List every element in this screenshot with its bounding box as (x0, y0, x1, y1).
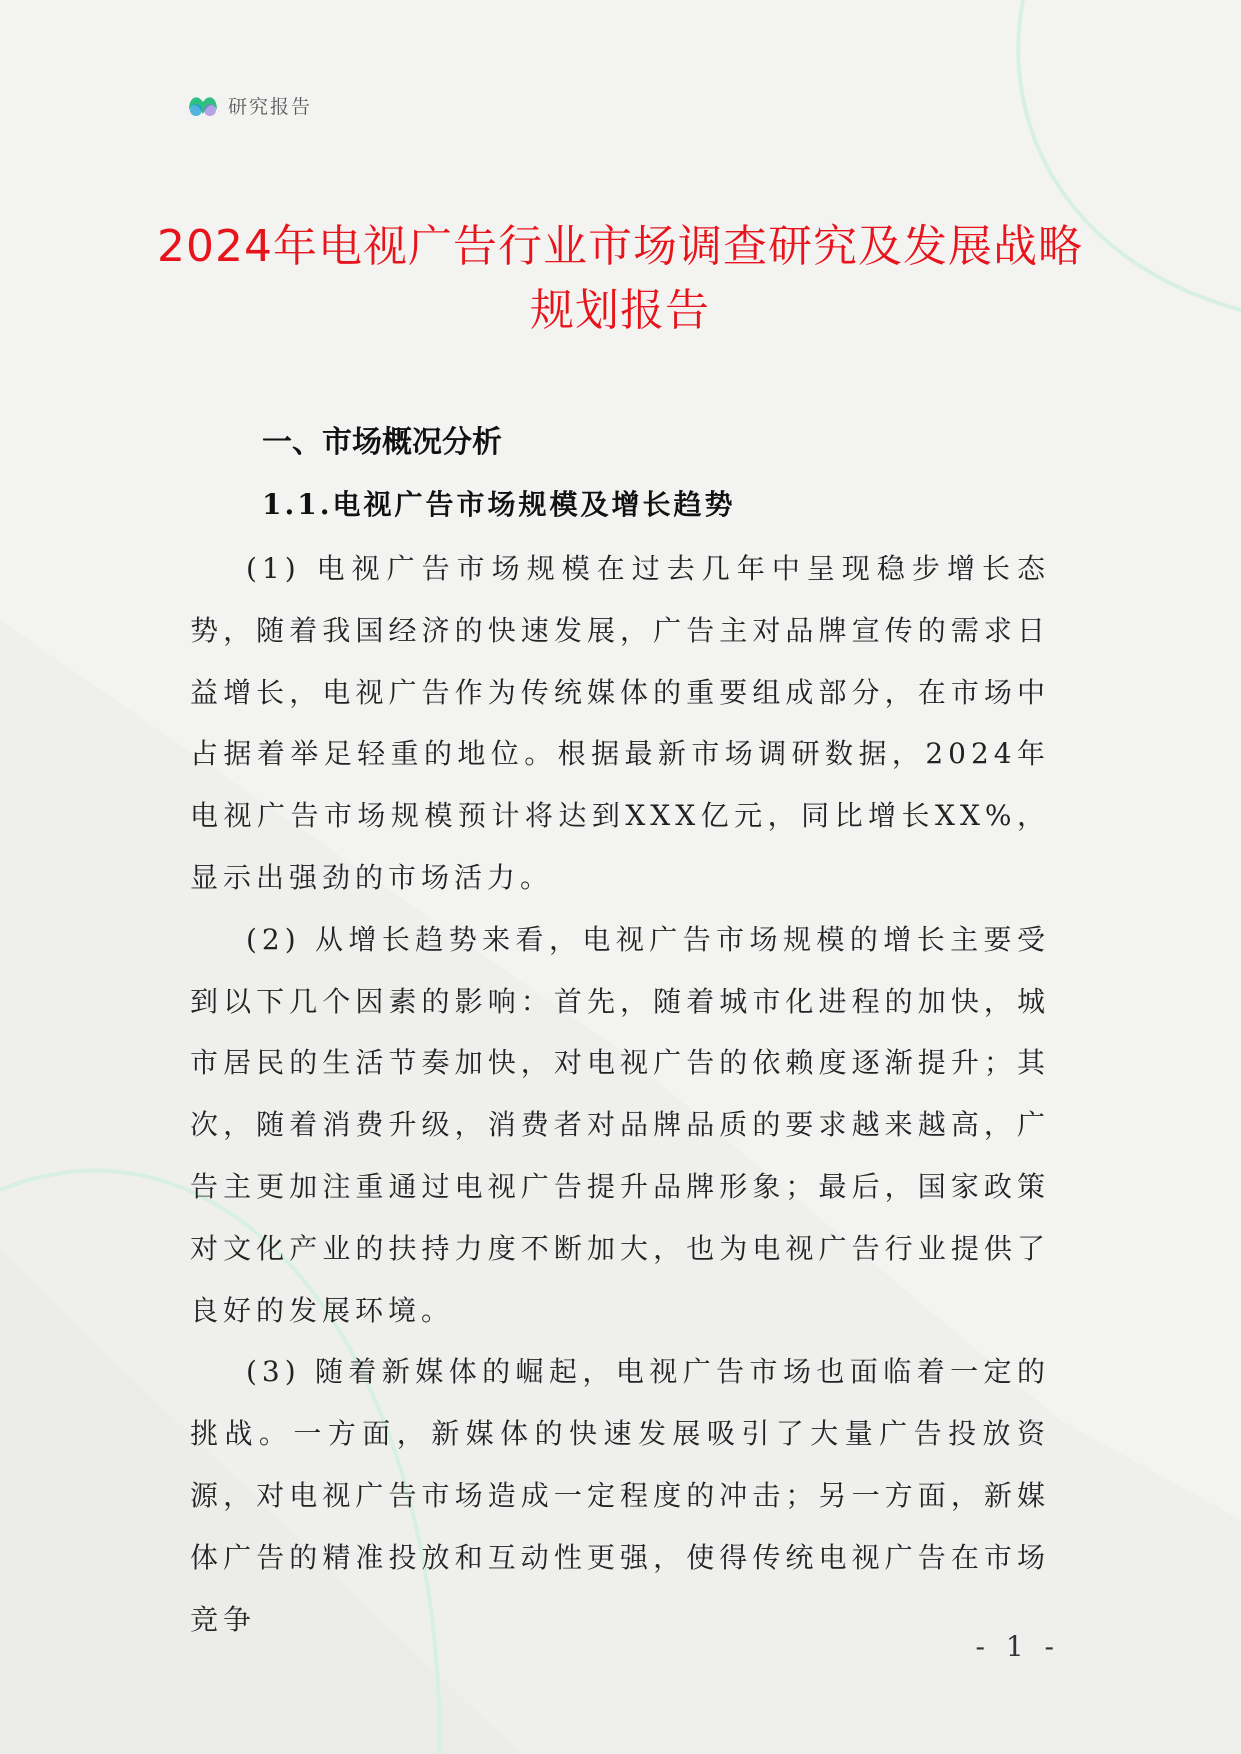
report-title: 2024年电视广告行业市场调查研究及发展战略规划报告 (157, 221, 1083, 336)
header-label: 研究报告 (228, 95, 313, 118)
document-body (190, 418, 1050, 1650)
page-number: - 1 - (975, 1630, 1060, 1663)
report-header (186, 88, 312, 122)
section-heading: 一、市场概况分析 (262, 425, 502, 460)
paragraph-3: (3) 随着新媒体的崛起，电视广告市场也面临着一定的挑战。一方面，新媒体的快速发展吸引了大量广告投放资源，对电视广告市场造成一定程度的冲击；另一方面，新媒体广告的精准投放和互动性更强，使得传统电视广告在市场竞争 (190, 1355, 1050, 1636)
paragraph-2: (2) 从增长趋势来看，电视广告市场规模的增长主要受到以下几个因素的影响：首先，随着城市化进程的加快，城市居民的生活节奏加快，对电视广告的依赖度逐渐提升；其次，随着消费升级，消费者对品牌品质的要求越来越高，广告主更加注重通过电视广告提升品牌形象；最后，国家政策对文化产业的扶持力度不断加大，也为电视广告行业提供了良好的发展环境。 (190, 922, 1050, 1327)
logo-icon (186, 88, 220, 122)
subsection-heading: 1.1.电视广告市场规模及增长趋势 (262, 488, 736, 521)
paragraph-1: (1) 电视广告市场规模在过去几年中呈现稳步增长态势，随着我国经济的快速发展，广告主对品牌宣传的需求日益增长，电视广告作为传统媒体的重要组成部分，在市场中占据着举足轻重的地位。根据最新市场调研数据，2024年电视广告市场规模预计将达到XXX亿元，同比增长XX%，显示出强劲的市场活力。 (190, 552, 1050, 894)
